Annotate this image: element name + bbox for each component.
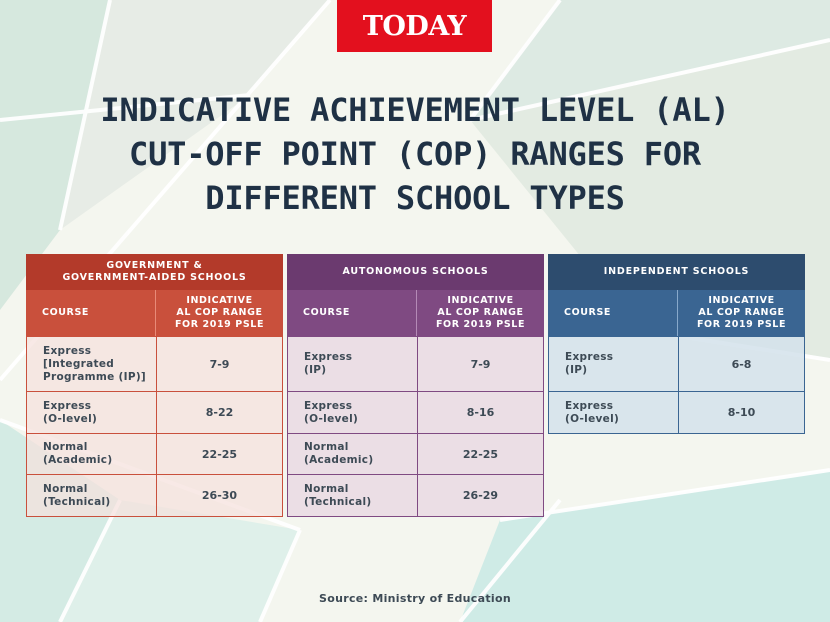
title-line-3: DIFFERENT SCHOOL TYPES (205, 179, 625, 217)
col-range-line-1: INDICATIVE (186, 295, 253, 306)
course-cell: Express (O-level) (549, 392, 679, 433)
range-cell: 26-30 (201, 489, 238, 502)
table-row (288, 433, 543, 474)
table-row (27, 337, 282, 391)
table-row (549, 391, 804, 433)
header-line-2: GOVERNMENT-AIDED SCHOOLS (62, 272, 247, 283)
range-cell: 8-16 (466, 406, 495, 419)
range-cell: 26-29 (462, 489, 499, 502)
course-cell: Normal (Technical) (27, 475, 157, 516)
range-cell: 6-8 (731, 357, 752, 371)
table-row (288, 474, 543, 516)
course-cell: Normal (Technical) (288, 475, 418, 516)
range-cell: 8-10 (727, 406, 756, 419)
table-body (287, 336, 544, 517)
course-cell: Normal (Academic) (27, 434, 157, 474)
range-cell: 8-22 (205, 406, 234, 419)
col-range-line-3: FOR 2019 PSLE (435, 319, 526, 330)
range-cell: 22-25 (201, 447, 238, 461)
table-independent-schools (548, 254, 805, 434)
table-body (548, 336, 805, 434)
table-autonomous-schools (287, 254, 544, 517)
range-cell: 7-9 (470, 357, 491, 371)
column-headers (548, 290, 805, 336)
col-range-line-2: AL COP RANGE (698, 307, 785, 318)
range-cell: 7-9 (209, 357, 230, 371)
course-cell: Express (IP) (288, 337, 418, 391)
col-range-header (156, 290, 283, 336)
col-course-header: COURSE (287, 290, 417, 336)
table-government-schools (26, 254, 283, 517)
table-row (288, 391, 543, 433)
col-course-header: COURSE (548, 290, 678, 336)
source-credit: Source: Ministry of Education (319, 592, 511, 605)
table-body (26, 336, 283, 517)
today-logo: TODAY (337, 0, 492, 52)
title-line-1: INDICATIVE ACHIEVEMENT LEVEL (AL) (100, 91, 730, 129)
table-row (288, 337, 543, 391)
col-range-line-2: AL COP RANGE (437, 307, 524, 318)
course-cell: Express (IP) (549, 337, 679, 391)
table-header: INDEPENDENT SCHOOLS (548, 254, 805, 290)
column-headers (287, 290, 544, 336)
col-course-header: COURSE (26, 290, 156, 336)
col-range-line-2: AL COP RANGE (176, 307, 263, 318)
column-headers (26, 290, 283, 336)
table-header: AUTONOMOUS SCHOOLS (287, 254, 544, 290)
range-cell: 22-25 (462, 447, 499, 461)
header-line-1: GOVERNMENT & (106, 260, 203, 271)
course-cell: Normal (Academic) (288, 434, 418, 474)
course-cell: Express (O-level) (27, 392, 157, 433)
table-header (26, 254, 283, 290)
col-range-line-3: FOR 2019 PSLE (174, 319, 265, 330)
col-range-line-1: INDICATIVE (708, 295, 775, 306)
col-range-header (678, 290, 805, 336)
table-row (549, 337, 804, 391)
col-range-line-1: INDICATIVE (447, 295, 514, 306)
title-line-2: CUT-OFF POINT (COP) RANGES FOR (129, 135, 701, 173)
course-cell: Express (O-level) (288, 392, 418, 433)
table-row (27, 433, 282, 474)
table-row (27, 474, 282, 516)
course-cell: Express [Integrated Programme (IP)] (27, 337, 157, 391)
page-title (0, 88, 830, 220)
col-range-header (417, 290, 544, 336)
col-range-line-3: FOR 2019 PSLE (696, 319, 787, 330)
table-row (27, 391, 282, 433)
